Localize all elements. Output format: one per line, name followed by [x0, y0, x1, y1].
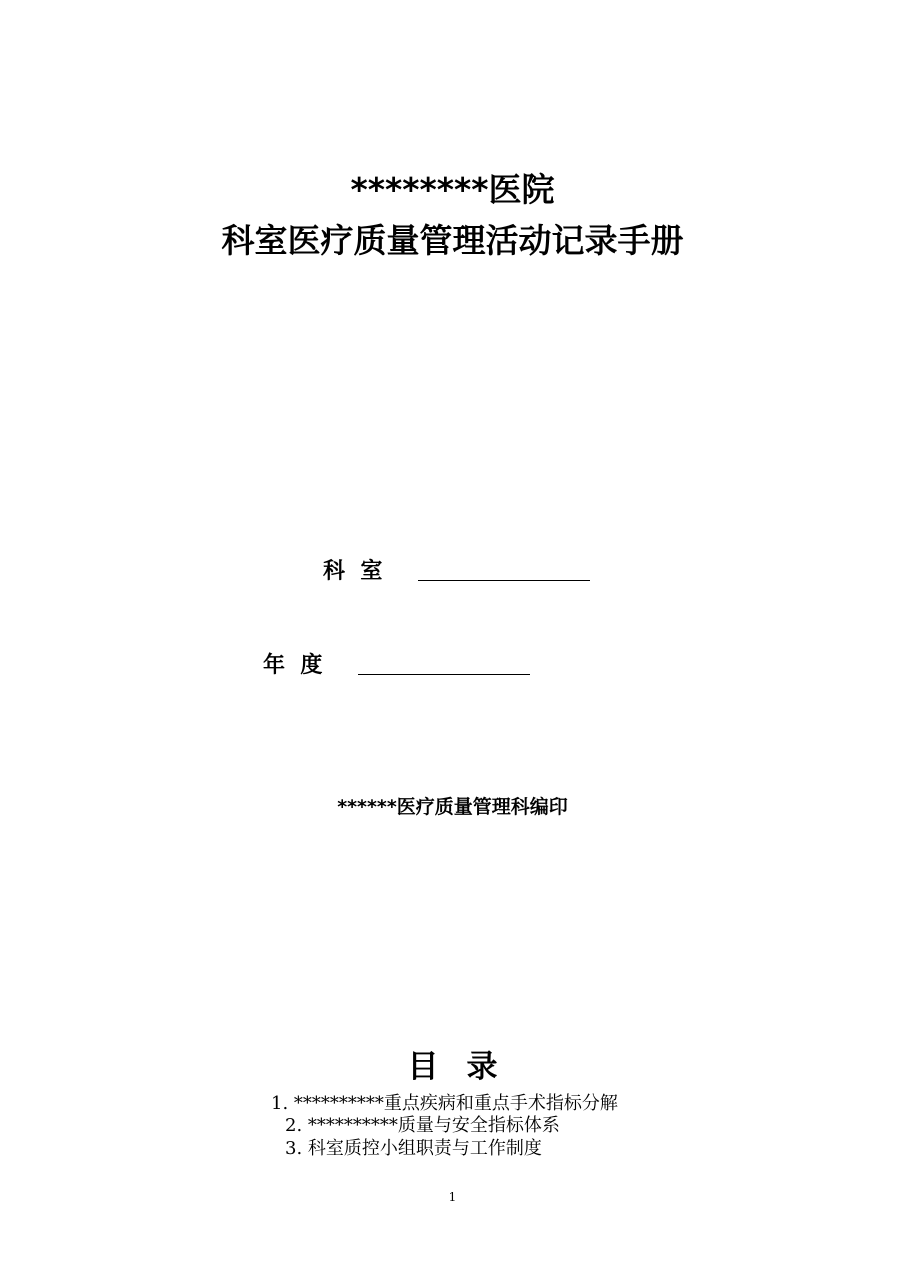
document-title: 科室医疗质量管理活动记录手册: [221, 221, 684, 260]
toc-heading: 目录: [407, 1049, 526, 1085]
department-label: 科 室: [323, 559, 383, 584]
year-blank: [358, 649, 530, 675]
year-field: [263, 649, 530, 683]
hospital-title: ********医院: [350, 170, 555, 209]
department-blank: [418, 555, 590, 581]
department-field: [323, 555, 590, 589]
year-label: 年 度: [263, 653, 323, 678]
publisher-line: ******医疗质量管理科编印: [337, 796, 568, 818]
toc-item[interactable]: 2. **********质量与安全指标体系: [285, 1115, 560, 1136]
page-number: 1: [448, 1190, 457, 1204]
toc-item[interactable]: 3. 科室质控小组职责与工作制度: [285, 1138, 542, 1159]
toc-item[interactable]: 1. **********重点疾病和重点手术指标分解: [271, 1093, 618, 1114]
